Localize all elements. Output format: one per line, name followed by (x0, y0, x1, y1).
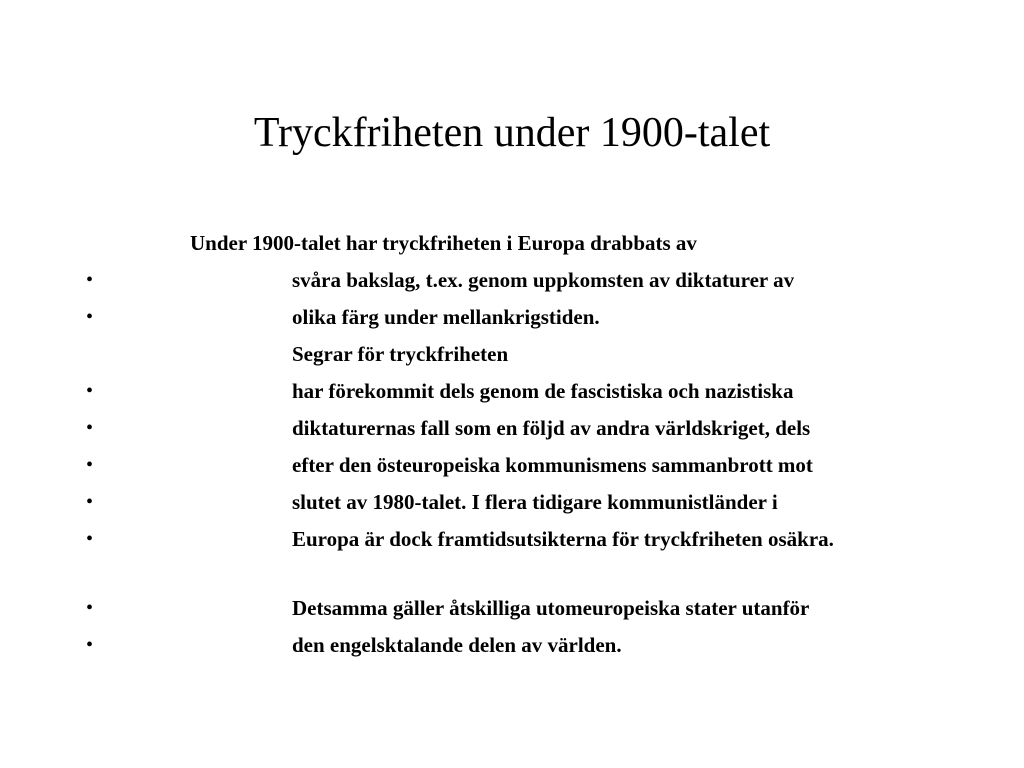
slide-title: Tryckfriheten under 1900-talet (253, 110, 771, 156)
bullet-marker: • (86, 380, 94, 402)
list-item (0, 264, 1024, 296)
list-item (0, 412, 1024, 444)
bullet-marker: • (86, 597, 94, 619)
list-item (0, 301, 1024, 333)
list-item-text: Segrar för tryckfriheten (292, 342, 509, 366)
list-item-text: den engelsktalande delen av världen. (292, 633, 622, 657)
list-item (0, 523, 1024, 555)
bullet-marker: • (86, 528, 94, 550)
list-item (0, 592, 1024, 624)
bullet-marker: • (86, 634, 94, 656)
bullet-marker: • (86, 454, 94, 476)
bullet-marker: • (86, 491, 94, 513)
list-item (0, 629, 1024, 661)
intro-line: Under 1900-talet har tryckfriheten i Europa drabbats av (190, 231, 697, 255)
list-item (0, 449, 1024, 481)
list-item-text: Europa är dock framtidsutsikterna för tryckfriheten osäkra. (292, 527, 834, 551)
list-item (0, 375, 1024, 407)
list-item (0, 338, 1024, 370)
list-item-text: har förekommit dels genom de fascistiska och nazistiska (292, 379, 794, 403)
list-item-text: Detsamma gäller åtskilliga utomeuropeiska stater utanför (292, 596, 810, 620)
list-item-text: efter den östeuropeiska kommunismens sammanbrott mot (292, 453, 813, 477)
bullet-marker: • (86, 417, 94, 439)
list-item-text: diktaturernas fall som en följd av andra världskriget, dels (292, 416, 811, 440)
bullet-marker: • (86, 269, 94, 291)
list-item-text: slutet av 1980-talet. I flera tidigare kommunistländer i (292, 490, 778, 514)
list-item (0, 486, 1024, 518)
list-item-text: olika färg under mellankrigstiden. (292, 305, 600, 329)
list-item-text: svåra bakslag, t.ex. genom uppkomsten av diktaturer av (292, 268, 795, 292)
bullet-marker: • (86, 306, 94, 328)
